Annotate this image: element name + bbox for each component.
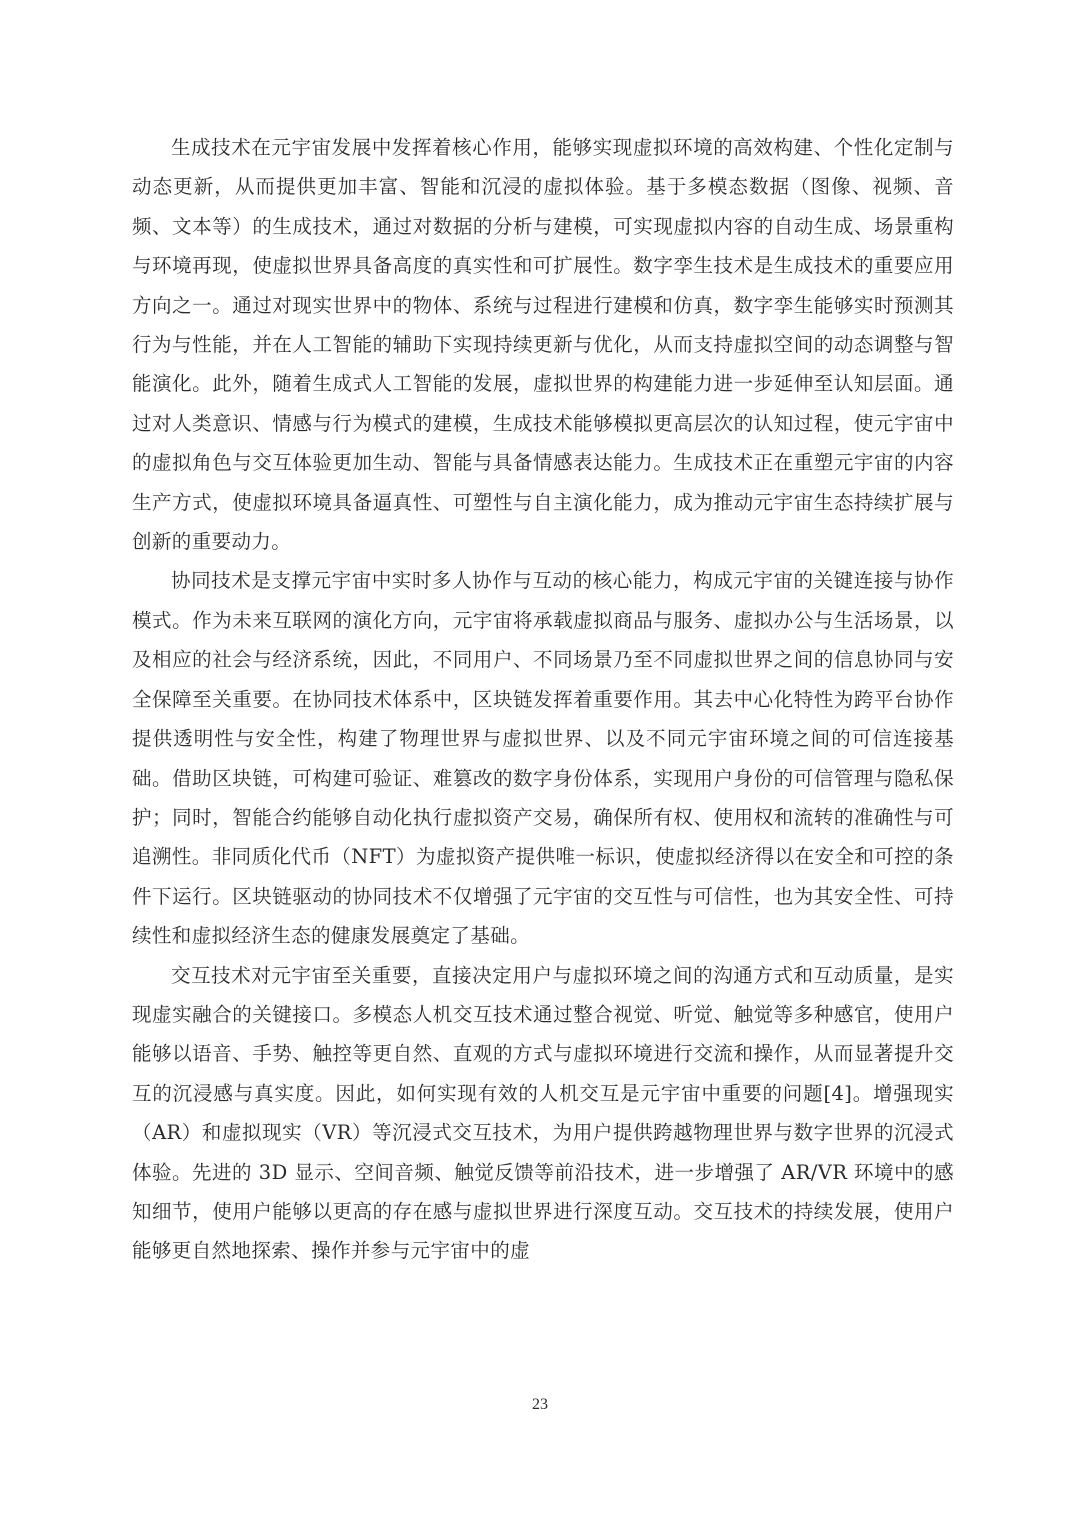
- paragraph-interaction-technology: 交互技术对元宇宙至关重要，直接决定用户与虚拟环境之间的沟通方式和互动质量，是实现虚实融合的关键接口。多模态人机交互技术通过整合视觉、听觉、触觉等多种感官，使用户能够以语音、手势、触控等更自然、直观的方式与虚拟环境进行交流和操作，从而显著提升交互的沉浸感与真实度。因此，如何实现有效的人机交互是元宇宙中重要的问题[4]。增强现实（AR）和虚拟现实（VR）等沉浸式交互技术，为用户提供跨越物理世界与数字世界的沉浸式体验。先进的 3D 显示、空间音频、触觉反馈等前沿技术，进一步增强了 AR/VR 环境中的感知细节，使用户能够以更高的存在感与虚拟世界进行深度互动。交互技术的持续发展，使用户能够更自然地探索、操作并参与元宇宙中的虚: [132, 963, 954, 1263]
- paragraph-generation-technology: 生成技术在元宇宙发展中发挥着核心作用，能够实现虚拟环境的高效构建、个性化定制与动态更新，从而提供更加丰富、智能和沉浸的虚拟体验。基于多模态数据（图像、视频、音频、文本等）的生成技术，通过对数据的分析与建模，可实现虚拟内容的自动生成、场景重构与环境再现，使虚拟世界具备高度的真实性和可扩展性。数字孪生技术是生成技术的重要应用方向之一。通过对现实世界中的物体、系统与过程进行建模和仿真，数字孪生能够实时预测其行为与性能，并在人工智能的辅助下实现持续更新与优化，从而支持虚拟空间的动态调整与智能演化。此外，随着生成式人工智能的发展，虚拟世界的构建能力进一步延伸至认知层面。通过对人类意识、情感与行为模式的建模，生成技术能够模拟更高层次的认知过程，使元宇宙中的虚拟角色与交互体验更加生动、智能与具备情感表达能力。生成技术正在重塑元宇宙的内容生产方式，使虚拟环境具备逼真性、可塑性与自主演化能力，成为推动元宇宙生态持续扩展与创新的重要动力。: [132, 136, 954, 554]
- body-text: [132, 128, 954, 1271]
- page-number: 23: [532, 1396, 548, 1413]
- paragraph-collaboration-technology: 协同技术是支撑元宇宙中实时多人协作与互动的核心能力，构成元宇宙的关键连接与协作模式。作为未来互联网的演化方向，元宇宙将承载虚拟商品与服务、虚拟办公与生活场景，以及相应的社会与经济系统，因此，不同用户、不同场景乃至不同虚拟世界之间的信息协同与安全保障至关重要。在协同技术体系中，区块链发挥着重要作用。其去中心化特性为跨平台协作提供透明性与安全性，构建了物理世界与虚拟世界、以及不同元宇宙环境之间的可信连接基础。借助区块链，可构建可验证、难篡改的数字身份体系，实现用户身份的可信管理与隐私保护；同时，智能合约能够自动化执行虚拟资产交易，确保所有权、使用权和流转的准确性与可追溯性。非同质化代币（NFT）为虚拟资产提供唯一标识，使虚拟经济得以在安全和可控的条件下运行。区块链驱动的协同技术不仅增强了元宇宙的交互性与可信性，也为其安全性、可持续性和虚拟经济生态的健康发展奠定了基础。: [132, 569, 954, 948]
